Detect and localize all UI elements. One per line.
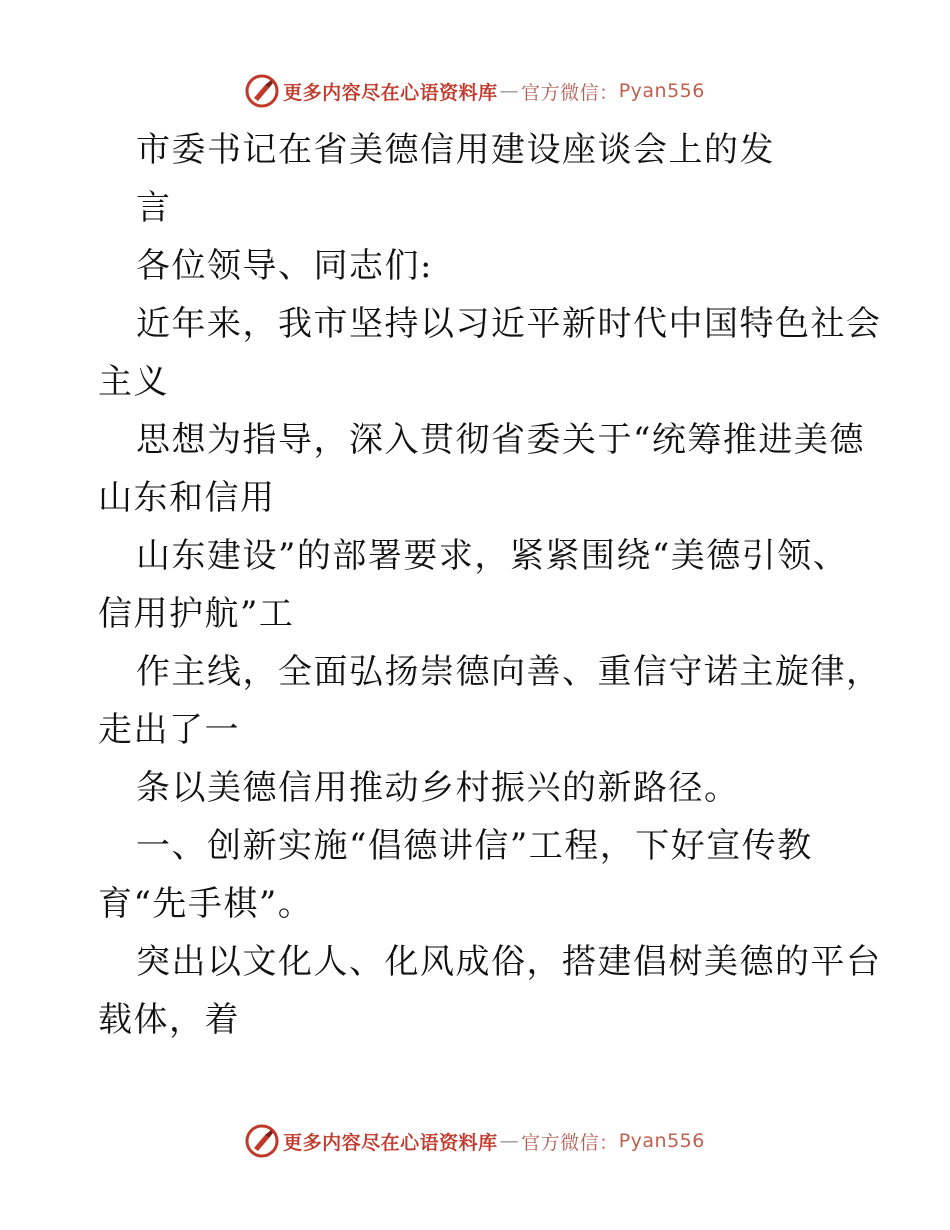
paragraph-line: 突出以文化人、化风成俗，搭建倡树美德的平台	[136, 942, 882, 982]
official-wechat-label: 官方微信：	[521, 1131, 619, 1154]
separator-dash: —	[499, 1130, 520, 1152]
paragraph-line: 走出了一	[98, 710, 240, 750]
header-watermark-banner	[0, 71, 950, 111]
paragraph-line: 山东和信用	[98, 478, 276, 518]
section-heading-line-2: 育“先手棋”。	[98, 884, 314, 924]
document-body	[98, 121, 882, 1049]
paragraph-line: 信用护航”工	[98, 594, 295, 634]
paragraph-line: 近年来，我市坚持以习近平新时代中国特色社会	[136, 304, 882, 344]
separator-dash: —	[499, 80, 520, 102]
pen-logo-icon	[245, 1124, 279, 1158]
wechat-id: Pyan556	[618, 1130, 705, 1152]
paragraph-line: 主义	[98, 362, 169, 402]
pen-logo-icon	[245, 74, 279, 108]
paragraph-line: 载体，着	[98, 1000, 240, 1040]
salutation: 各位领导、同志们:	[136, 246, 433, 286]
footer-watermark-banner	[0, 1121, 950, 1161]
official-wechat-label: 官方微信：	[521, 81, 619, 104]
doc-title-line-1: 市委书记在省美德信用建设座谈会上的发	[136, 130, 775, 170]
paragraph-line: 思想为指导，深入贯彻省委关于“统筹推进美德	[136, 420, 865, 460]
brand-text: 更多内容尽在心语资料库	[283, 1131, 498, 1154]
wechat-id: Pyan556	[618, 80, 705, 102]
paragraph-line: 山东建设”的部署要求，紧紧围绕“美德引领、	[136, 536, 849, 576]
paragraph-line: 条以美德信用推动乡村振兴的新路径。	[136, 768, 740, 808]
paragraph-line: 作主线，全面弘扬崇德向善、重信守诺主旋律，	[136, 652, 882, 692]
doc-title-line-2: 言	[136, 188, 172, 228]
brand-text: 更多内容尽在心语资料库	[283, 81, 498, 104]
section-heading-line-1: 一、创新实施“倡德讲信”工程，下好宣传教	[136, 826, 813, 866]
